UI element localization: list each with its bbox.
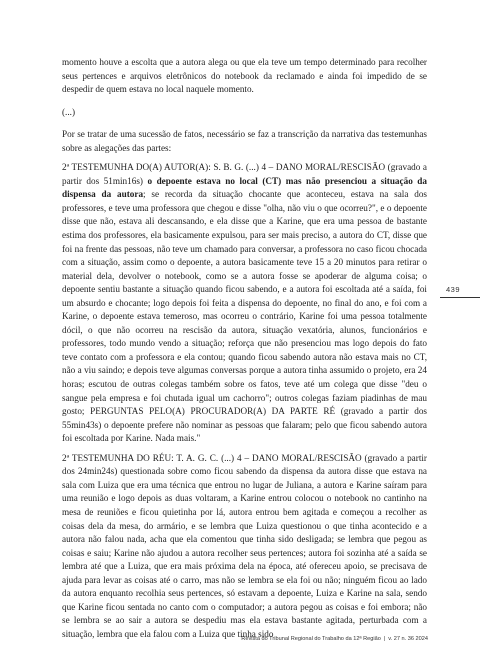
paragraph-witness-defendant: 2ª TESTEMUNHA DO RÉU: T. A. G. C. (...) 4 – DANO MORAL/RESCISÃO (gravado a partir dos 24min24s) questionada sobre como ficou sabendo da dispensa da autora disse que estava na sala com Luiza que era uma técnica que entrou no lugar de Juliana, a autora e Karine saíram para uma reunião e logo depois as duas voltaram, a Karine entrou colocou o notebook no cantinho na mesa de reuniões e ficou quietinha por lá, autora entrou bem agitada e começou a recolher as coisas dela da mesa, do armário, e se lembra que Luiza questionou o que tinha acontecido e a autora não falou nada, acha que ela comentou que tinha sido desligada; se lembra que pegou as coisas e saiu; Karine não ajudou a autora recolher seus pertences; autora foi sozinha até a saída se lembra até que a Luiza, que era mais próxima dela na época, até ofereceu apoio, se precisava de ajuda para levar as coisas até o carro, mas não se lembra se ela foi ou não; ninguém ficou ao lado da autora enquanto recolhia seus pertences, só estavam a depoente, Luiza e Karine na sala, sendo que Karine ficou sentada no canto com o computador; a autora pegou as coisas e foi embora; não se lembra se ao sair a autora se despediu mas ela estava bastante agitada, perturbada com a situação, lembra que ela falou com a Luiza que tinha sido bbox=[62, 452, 427, 639]
witness-author-bold-statement: o depoente estava no local (CT) mas não presenciou a situação da dispensa da autora bbox=[62, 175, 427, 200]
footer-separator: | bbox=[383, 636, 386, 642]
paragraph-ellipsis: (...) bbox=[62, 106, 76, 117]
footer-journal: Revista do Tribunal Regional do Trabalho da 12ª Região bbox=[241, 636, 381, 642]
footer bbox=[241, 636, 428, 642]
document-body bbox=[62, 56, 427, 641]
paragraph-transcription-intro: Por se tratar de uma sucessão de fatos, necessário se faz a transcrição da narrativa das testemunhas sobre as alegações das partes: bbox=[62, 129, 427, 153]
witness-author-testimony: ; se recorda da situação chocante que aconteceu, estava na sala dos professores, e teve uma professora que chegou e disse "olha, não viu o que ocorreu?", e o depoente disse que não, estava ali descansando, e ela disse que a Karine, que era uma pessoa de bastante estima dos professores, ela basicamente expulsou, para ser mais preciso, a autora do CT, disse que foi na frente das pessoas, não teve um chamado para conversar, a professora no caso ficou chocada com a situação, assim como o depoente, a autora basicamente teve 15 a 20 minutos para retirar o material dela, devolver o notebook, como se a autora fosse se apoderar de alguma coisa; o depoente sentiu bastante a situação quando ficou sabendo, e a autora foi escoltada até a saída, foi um absurdo e chocante; logo depois foi feita a dispensa do depoente, no final do ano, e foi com a Karine, o depoente estava temeroso, mas ocorreu o contrário, Karine foi uma pessoa totalmente dócil, o que não ocorreu na rescisão da autora, situação vexatória, alunos, funcionários e professores, todo mundo vendo a situação; reforça que não presenciou mas logo depois do fato teve contato com a professora e ela contou; quando ficou sabendo autora não estava mais no CT, não a viu saindo; e depois teve algumas conversas porque a autora tinha assumido o projeto, era 24 horas; escutou de outras colegas também sobre os fatos, teve até um colega que disse "deu o sangue pela empresa e foi chutada igual um cachorro"; outros colegas faziam piadinhas de mau gosto; PERGUNTAS PELO(A) PROCURADOR(A) DA PARTE RÉ (gravado a partir dos 55min43s) o depoente prefere não nominar as pessoas que falaram; pelo que ficou sabendo autora foi escoltada por Karine. Nada mais." bbox=[62, 189, 428, 444]
footer-volume: v. 27 n. 36 2024 bbox=[388, 636, 428, 642]
witness-author-heading: 2ª TESTEMUNHA DO(A) AUTOR(A): S. B. G. (...) 4 – DANO MORAL/RESCISÃO (gravado a partir dos 51min16s) bbox=[62, 162, 427, 186]
paragraph-intro: momento houve a escolta que a autora alega ou que ela teve um tempo determinado para recolher seus pertences e arquivos eletrônicos do notebook da reclamado e ainda foi impedido de se despedir de quem estava no local naquele momento. bbox=[62, 57, 427, 95]
paragraph-witness-author bbox=[62, 161, 427, 445]
page-number: 439 bbox=[440, 285, 480, 298]
